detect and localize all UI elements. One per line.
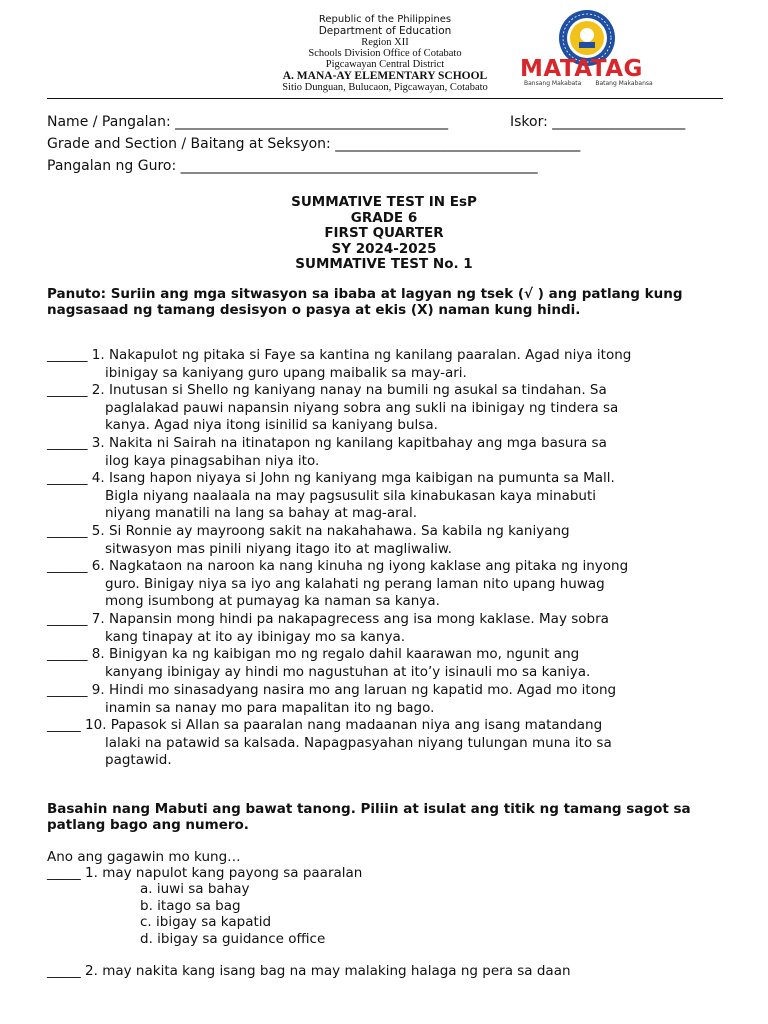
- list-item: [47, 717, 747, 770]
- item-first-line: ______ 3. Nakita ni Sairah na itinatapon ng kanilang kapitbahay ang mga basura sa: [47, 435, 607, 451]
- region-line: Region XII: [361, 37, 409, 48]
- item-continuation: lalaki na patawid sa kalsada. Napagpasyahan niyang tulungan muna ito sa: [105, 734, 612, 751]
- item-continuation: paglalakad pauwi napansin niyang sobra ang sukli na ibinigay ng tindera sa: [105, 399, 619, 416]
- school-name: A. MANA-AY ELEMENTARY SCHOOL: [282, 70, 488, 82]
- item-first-line: ______ 6. Nagkataon na naroon ka nang kinuha ng iyong kaklase ang pitaka ng inyong: [47, 558, 629, 574]
- grade-section-field[interactable]: Grade and Section / Baitang at Seksyon: ___________________________________: [47, 136, 581, 152]
- item-continuation: ibinigay sa kaniyang guro upang maibalik sa may-ari.: [105, 364, 467, 381]
- item-continuation: guro. Binigay niya sa iyo ang kalahati ng perang laman nito upang huwag: [105, 575, 605, 592]
- grade-line: GRADE 6: [350, 209, 418, 226]
- item-first-line: ______ 4. Isang hapon niyaya si John ng kaniyang mga kaibigan na pumunta sa Mall.: [47, 470, 615, 486]
- name-field[interactable]: Name / Pangalan: _______________________________________: [47, 114, 449, 130]
- matatag-logo: MATATAG: [520, 56, 643, 82]
- header-divider: [47, 98, 723, 99]
- list-item: [47, 682, 747, 717]
- list-item: [47, 558, 747, 611]
- item-continuation: pagtawid.: [105, 752, 172, 768]
- republic-line: Republic of the Philippines: [318, 14, 452, 25]
- list-item: [47, 611, 747, 646]
- part2-lead: Ano ang gagawin mo kung…: [47, 849, 241, 865]
- choice-d: d. ibigay sa guidance office: [140, 931, 326, 947]
- tagline-left: Bansang Makabata: [524, 80, 582, 87]
- matatag-tagline: [524, 80, 667, 87]
- letterhead: [0, 0, 768, 98]
- item-first-line: ______ 2. Inutusan si Shello ng kaniyang nanay na bumili ng asukal sa tindahan. Sa: [47, 382, 607, 398]
- division-line: Schools Division Office of Cotabato: [308, 48, 462, 59]
- department-line: Department of Education: [318, 25, 452, 37]
- item-continuation: kang tinapay at ito ay ibinigay mo sa kanya.: [105, 628, 406, 645]
- tagline-right: Batang Makabansa: [595, 80, 653, 87]
- choice-c: c. ibigay sa kapatid: [140, 914, 272, 930]
- school-address: Sitio Dunguan, Bulucaon, Pigcawayan, Cotabato: [282, 82, 488, 93]
- list-item: [47, 382, 747, 435]
- item-first-line: ______ 8. Binigyan ka ng kaibigan mo ng regalo dahil kaarawan mo, ngunit ang: [47, 646, 580, 662]
- item-first-line: ______ 7. Napansin mong hindi pa nakapagrecess ang isa mong kaklase. May sobra: [47, 611, 609, 627]
- item-first-line: ______ 5. Si Ronnie ay mayroong sakit na nakahahawa. Sa kabila ng kaniyang: [47, 523, 570, 539]
- teacher-field[interactable]: Pangalan ng Guro: ___________________________________________________: [47, 158, 538, 174]
- list-item: [47, 523, 747, 558]
- choice-a: a. iuwi sa bahay: [140, 881, 250, 897]
- part1-directions: Panuto: Suriin ang mga sitwasyon sa ibaba at lagyan ng tsek (√ ) ang patlang kung nagsasaad ng tamang desisyon o pasya at ekis (X) naman kung hindi.: [47, 286, 683, 318]
- list-item: [47, 646, 747, 681]
- item-continuation: mong isumbong at pumayag ka naman sa kanya.: [105, 593, 440, 609]
- item-continuation: sitwasyon mas pinili niyang itago ito at magliwaliw.: [105, 540, 452, 557]
- test-title: SUMMATIVE TEST IN EsP: [291, 194, 477, 210]
- item-first-line: ______ 1. Nakapulot ng pitaka si Faye sa kantina ng kanilang paaralan. Agad niya itong: [47, 347, 632, 363]
- item-continuation: inamin sa nanay mo para mapalitan ito ng bago.: [105, 699, 435, 716]
- list-item: [47, 470, 747, 523]
- district-line: Pigcawayan Central District: [325, 59, 445, 70]
- quarter-line: FIRST QUARTER: [324, 225, 444, 241]
- list-item: [47, 435, 747, 470]
- choice-b: b. itago sa bag: [140, 898, 241, 914]
- list-item: [47, 347, 747, 382]
- item-continuation: kanya. Agad niya itong isinilid sa kaniyang bulsa.: [105, 417, 438, 433]
- item-first-line: _____ 10. Papasok si Allan sa paaralan nang madaanan niya ang isang matandang: [47, 717, 603, 733]
- item-continuation: kanyang ibinigay ay hindi mo nagustuhan at ito’y isinauli mo sa kaniya.: [105, 663, 591, 680]
- question-1: _____ 1. may napulot kang payong sa paaralan: [47, 865, 363, 881]
- test-number-line: SUMMATIVE TEST No. 1: [295, 256, 473, 272]
- score-field[interactable]: Iskor: ___________________: [510, 114, 686, 130]
- item-continuation: Bigla niyang naalaala na may pagsusulit sila kinabukasan kaya minabuti: [105, 487, 597, 504]
- item-continuation: niyang manatili na lang sa bahay at mag-aral.: [105, 505, 418, 521]
- item-continuation: ilog kaya pinagsabihan niya ito.: [105, 452, 320, 469]
- question-2: _____ 2. may nakita kang isang bag na may malaking halaga ng pera sa daan: [47, 963, 571, 979]
- school-year-line: SY 2024-2025: [331, 240, 437, 257]
- item-first-line: ______ 9. Hindi mo sinasadyang nasira mo ang laruan ng kapatid mo. Agad mo itong: [47, 682, 617, 698]
- part2-directions: Basahin nang Mabuti ang bawat tanong. Piliin at isulat ang titik ng tamang sagot sa patlang bago ang numero.: [47, 801, 691, 833]
